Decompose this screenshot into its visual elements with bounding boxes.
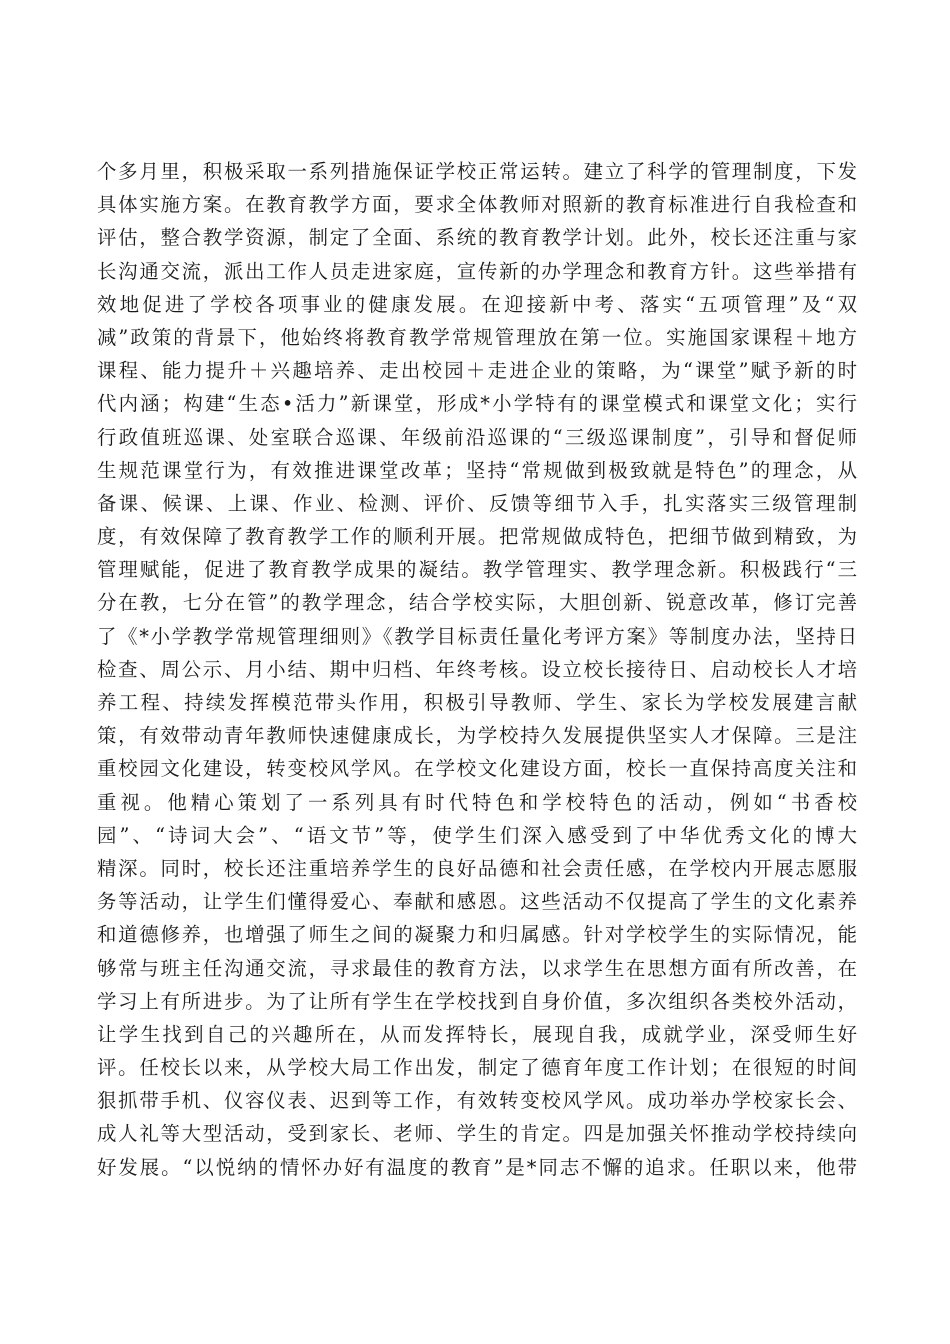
- text-line: 检查、周公示、月小结、期中归档、年终考核。设立校长接待日、启动校长人才培: [97, 657, 857, 681]
- text-line: 生规范课堂行为，有效推进课堂改革；坚持“常规做到极致就是特色”的理念，从: [97, 458, 857, 482]
- text-line: 狠抓带手机、仪容仪表、迟到等工作，有效转变校风学风。成功举办学校家长会、: [97, 1089, 857, 1113]
- text-line: 园”、“诗词大会”、“语文节”等，使学生们深入感受到了中华优秀文化的博大: [97, 823, 857, 847]
- text-line: 够常与班主任沟通交流，寻求最佳的教育方法，以求学生在思想方面有所改善，在: [97, 956, 857, 980]
- body-text: [97, 155, 857, 1184]
- text-line: 评估，整合教学资源，制定了全面、系统的教育教学计划。此外，校长还注重与家: [97, 226, 857, 250]
- text-line: 管理赋能，促进了教育教学成果的凝结。教学管理实、教学理念新。积极践行“三: [97, 558, 857, 582]
- text-line: 成人礼等大型活动，受到家长、老师、学生的肯定。四是加强关怀推动学校持续向: [97, 1122, 857, 1146]
- text-line: 课程、能力提升＋兴趣培养、走出校园＋走进企业的策略，为“课堂”赋予新的时: [97, 359, 857, 383]
- text-line: 具体实施方案。在教育教学方面，要求全体教师对照新的教育标准进行自我检查和: [97, 193, 857, 217]
- text-line: 精深。同时，校长还注重培养学生的良好品德和社会责任感，在学校内开展志愿服: [97, 856, 857, 880]
- text-line: 学习上有所进步。为了让所有学生在学校找到自身价值，多次组织各类校外活动，: [97, 989, 857, 1013]
- text-line: 分在教，七分在管”的教学理念，结合学校实际，大胆创新、锐意改革，修订完善: [97, 591, 857, 615]
- text-line: 务等活动，让学生们懂得爱心、奉献和感恩。这些活动不仅提高了学生的文化素养: [97, 890, 857, 914]
- text-line: 好发展。“以悦纳的情怀办好有温度的教育”是*同志不懈的追求。任职以来，他带: [97, 1155, 857, 1179]
- text-line: 评。任校长以来，从学校大局工作出发，制定了德育年度工作计划；在很短的时间: [97, 1056, 857, 1080]
- text-line: 代内涵；构建“生态•活力”新课堂，形成*小学特有的课堂模式和课堂文化；实行: [97, 392, 857, 416]
- text-line: 重校园文化建设，转变校风学风。在学校文化建设方面，校长一直保持高度关注和: [97, 757, 857, 781]
- text-line: 效地促进了学校各项事业的健康发展。在迎接新中考、落实“五项管理”及“双: [97, 292, 857, 316]
- text-line: 养工程、持续发挥模范带头作用，积极引导教师、学生、家长为学校发展建言献: [97, 691, 857, 714]
- text-line: 备课、候课、上课、作业、检测、评价、反馈等细节入手，扎实落实三级管理制: [97, 491, 857, 515]
- text-line: 长沟通交流，派出工作人员走进家庭，宣传新的办学理念和教育方针。这些举措有: [97, 259, 857, 283]
- text-line: 行政值班巡课、处室联合巡课、年级前沿巡课的“三级巡课制度”，引导和督促师: [97, 425, 857, 449]
- text-line: 和道德修养，也增强了师生之间的凝聚力和归属感。针对学校学生的实际情况，能: [97, 923, 857, 947]
- text-line: 度，有效保障了教育教学工作的顺利开展。把常规做成特色，把细节做到精致，为: [97, 525, 857, 549]
- text-line: 减”政策的背景下，他始终将教育教学常规管理放在第一位。实施国家课程＋地方: [97, 325, 857, 349]
- text-line: 了《*小学教学常规管理细则》《教学目标责任量化考评方案》等制度办法，坚持日: [97, 624, 857, 648]
- text-line: 重视。他精心策划了一系列具有时代特色和学校特色的活动，例如“书香校: [97, 790, 857, 814]
- text-line: 个多月里，积极采取一系列措施保证学校正常运转。建立了科学的管理制度，下发: [97, 160, 857, 183]
- text-line: 策，有效带动青年教师快速健康成长，为学校持久发展提供坚实人才保障。三是注: [97, 724, 857, 748]
- text-line: 让学生找到自己的兴趣所在，从而发挥特长，展现自我，成就学业，深受师生好: [97, 1022, 857, 1046]
